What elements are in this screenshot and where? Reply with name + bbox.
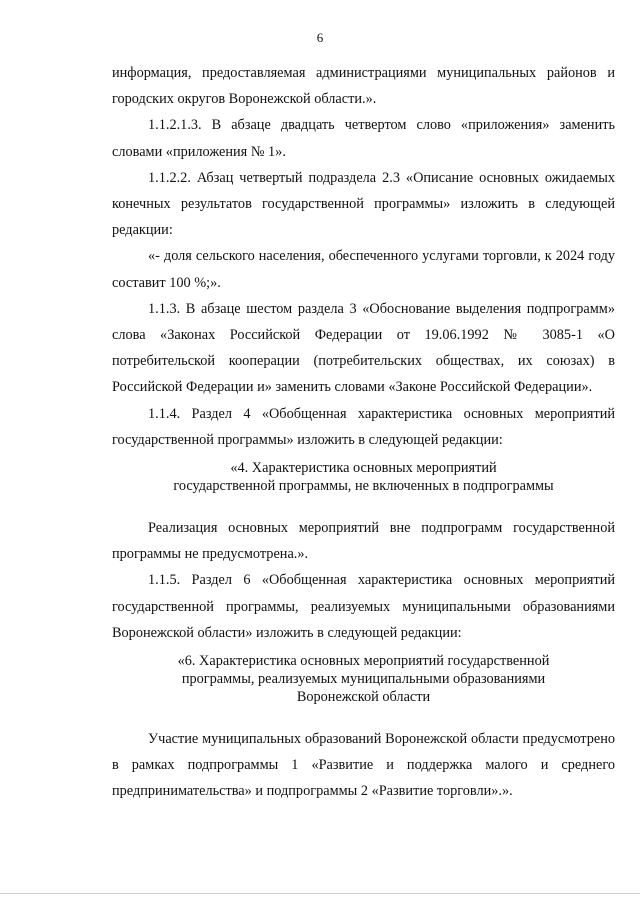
document-body: [112, 60, 615, 805]
paragraph-1-1-2-1-3: 1.1.2.1.3. В абзаце двадцать четвертом слово «приложения» заменить словами «приложения № 1».: [112, 117, 615, 160]
section-4-heading-line: «4. Характеристика основных мероприятий: [230, 460, 497, 477]
paragraph-1-1-2-2: 1.1.2.2. Абзац четвертый подраздела 2.3 «Описание основных ожидаемых конечных результатов государственной программы» изложить в следующей редакции:: [112, 169, 615, 239]
paragraph-section-6-body: Участие муниципальных образований Воронежской области предусмотрено в рамках подпрограммы 1 «Развитие и поддержка малого и среднего предпринимательства» и подпрограммы 2 «Развитие торговли».».: [112, 731, 615, 800]
section-4-heading-line: государственной программы, не включенных в подпрограммы: [173, 478, 554, 495]
paragraph-continuation: информация, предоставляемая администрациями муниципальных районов и городских округов Воронежской области.».: [112, 65, 615, 108]
section-6-heading-line: программы, реализуемых муниципальными образованиями: [181, 671, 546, 688]
section-6-heading-line: Воронежской области: [296, 689, 431, 706]
section-6-heading-line: «6. Характеристика основных мероприятий государственной: [177, 653, 550, 670]
paragraph-1-1-3: 1.1.3. В абзаце шестом раздела 3 «Обоснование выделения подпрограмм» слова «Законах Российской Федерации от 19.06.1992 № 3085-1 «О потребительской кооперации (потребительских обществах, их союзах) в Российской Федерации и» заменить словами «Законе Российской Федерации».: [112, 300, 615, 396]
paragraph-quote-rural: «- доля сельского населения, обеспеченного услугами торговли, к 2024 году составит 100 %;».: [112, 248, 615, 291]
paragraph-1-1-4: 1.1.4. Раздел 4 «Обобщенная характеристика основных мероприятий государственной программы» изложить в следующей редакции:: [112, 405, 615, 448]
paragraph-1-1-5: 1.1.5. Раздел 6 «Обобщенная характеристика основных мероприятий государственной программы, реализуемых муниципальными образованиями Воронежской области» изложить в следующей редакции:: [112, 572, 615, 641]
page-bottom-edge: [0, 893, 640, 894]
section-6-heading: [112, 652, 615, 706]
paragraph-section-4-body: Реализация основных мероприятий вне подпрограмм государственной программы не предусмотрена.».: [112, 520, 615, 563]
section-4-heading: [112, 459, 615, 495]
page-number: 6: [316, 30, 324, 45]
